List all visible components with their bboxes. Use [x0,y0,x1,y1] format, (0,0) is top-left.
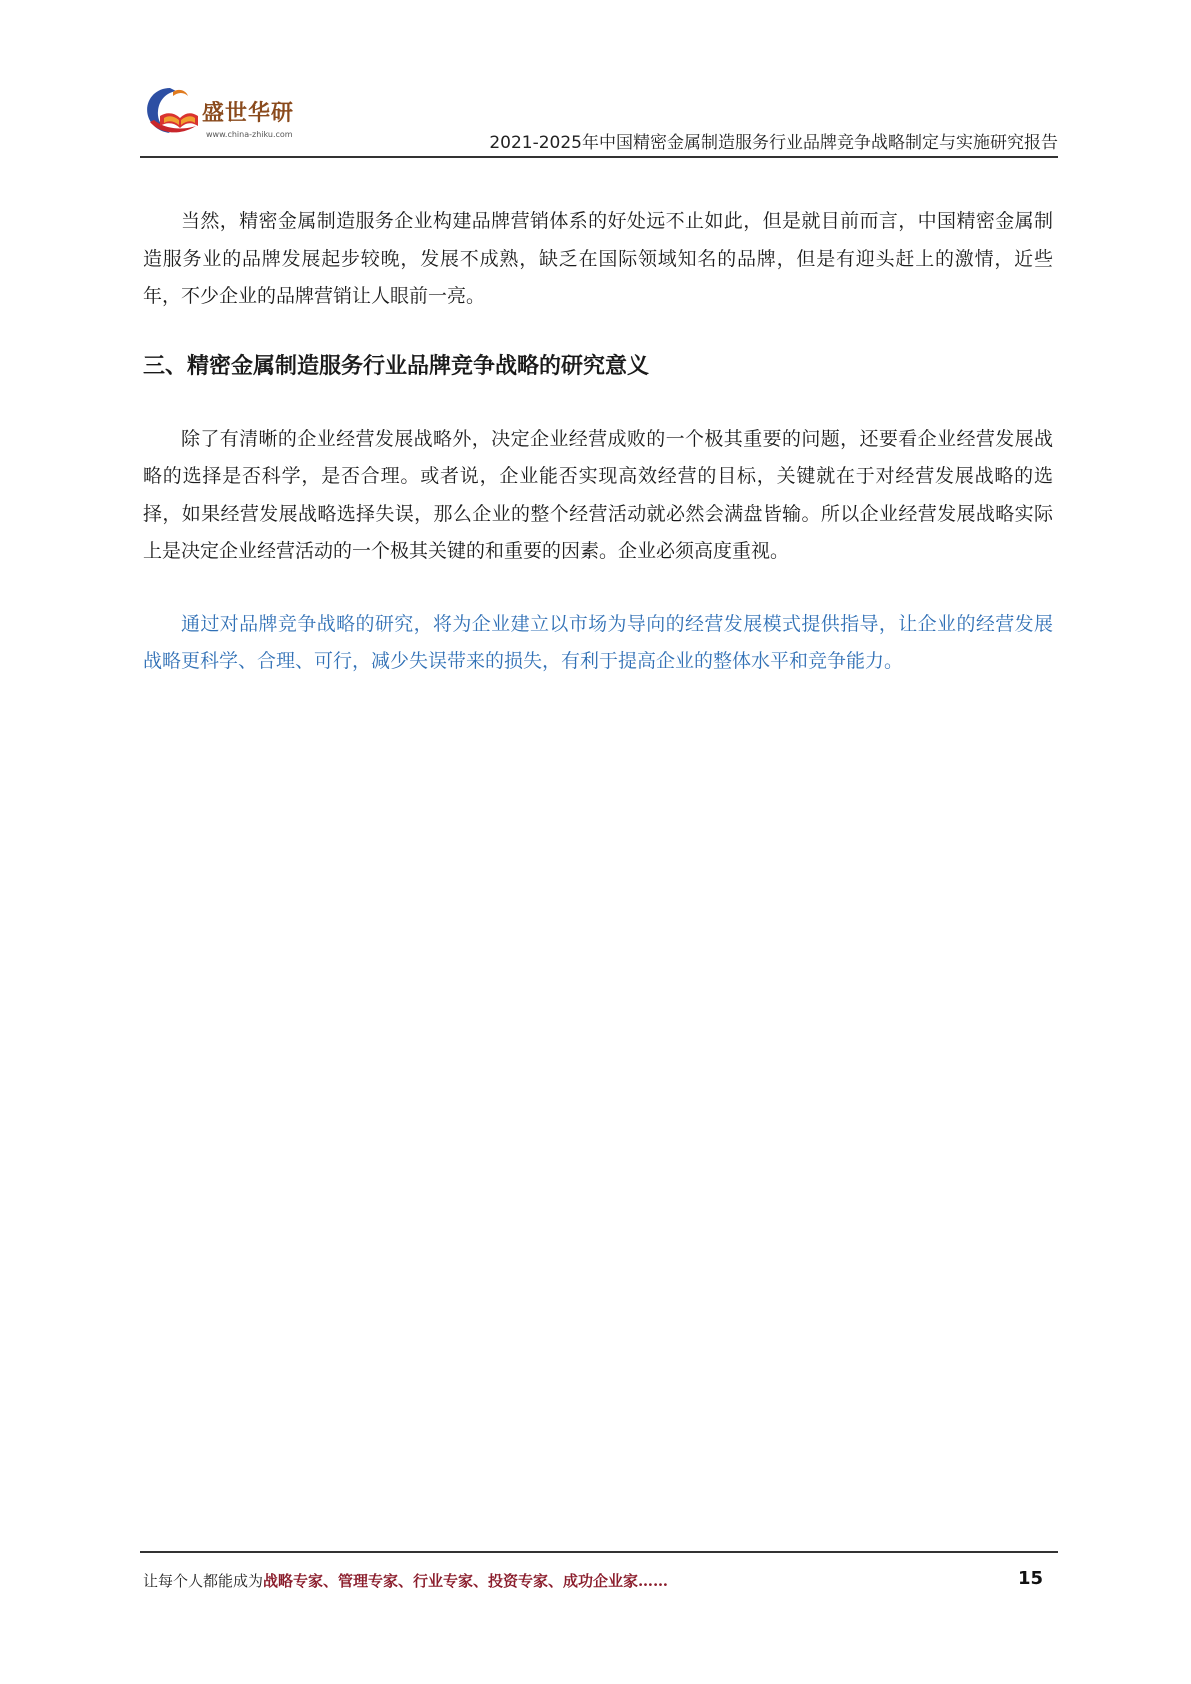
highlighted-paragraph: 通过对品牌竞争战略的研究，将为企业建立以市场为导向的经营发展模式提供指导，让企业的经营发展战略更科学、合理、可行，减少失误带来的损失，有利于提高企业的整体水平和竞争能力。 [143,612,1053,672]
header-divider [140,156,1058,158]
slogan-roles: 战略专家、管理专家、行业专家、投资专家、成功企业家…… [263,1572,669,1590]
paragraph: 除了有清晰的企业经营发展战略外，决定企业经营成败的一个极其重要的问题，还要看企业经营发展战略的选择是否科学，是否合理。或者说，企业能否实现高效经营的目标，关键就在于对经营发展战略的选择，如果经营发展战略选择失误，那么企业的整个经营活动就必然会满盘皆输。所以企业经营发展战略实际上是决定企业经营活动的一个极其关键的和重要的因素。企业必须高度重视。 [143,427,1053,562]
section-title: 三、精密金属制造服务行业品牌竞争战略的研究意义 [143,353,650,379]
page-content [143,203,1053,681]
page-footer [143,1570,1043,1600]
slogan-prefix: 让每个人都能成为 [143,1572,264,1590]
report-title: 2021-2025年中国精密金属制造服务行业品牌竞争战略制定与实施研究报告 [489,133,1058,153]
company-logo [140,82,310,152]
footer-slogan [143,1570,668,1591]
footer-divider [140,1551,1058,1553]
paragraph: 当然，精密金属制造服务企业构建品牌营销体系的好处远不止如此，但是就目前而言，中国精密金属制造服务业的品牌发展起步较晚，发展不成熟，缺乏在国际领域知名的品牌，但是有迎头赶上的激情，近些年，不少企业的品牌营销让人眼前一亮。 [143,210,1053,307]
page-number: 15 [1017,1568,1043,1589]
logo-url: www.china-zhiku.com [206,130,293,139]
page-header [140,78,1058,158]
logo-name: 盛世华研 [202,101,295,126]
logo-emblem-icon [140,82,204,146]
